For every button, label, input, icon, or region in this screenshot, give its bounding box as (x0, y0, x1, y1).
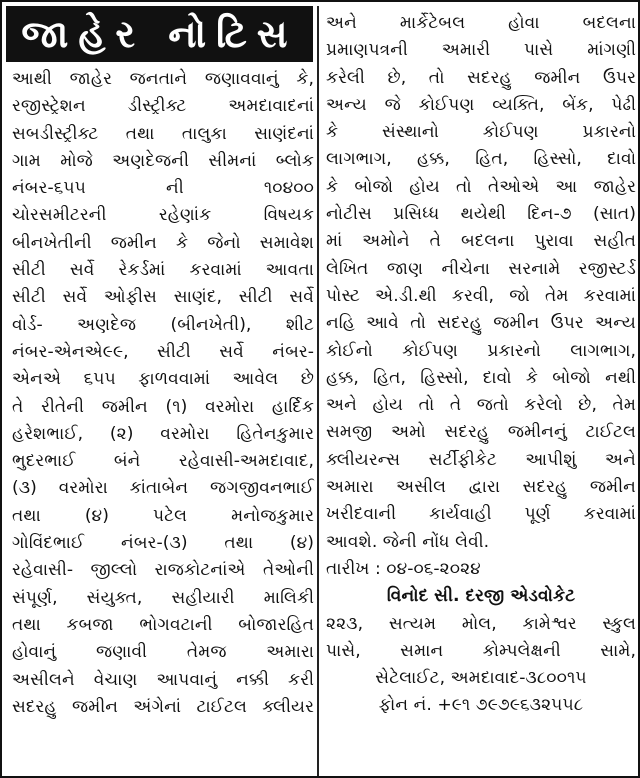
notice-line: પોસ્ટ એ.ડી.થી કરવી, જો તેમ કરવામાં (326, 285, 636, 306)
notice-line: કોઈનો કોઈપણ પ્રકારનો લાગભાગ, (326, 340, 636, 361)
notice-line: ક્લીયરન્સ સર્ટીફીકેટ આપીશું અને (326, 449, 636, 470)
notice-line: તે રીતેની જમીન (૧) વરમોરા હાર્દિક (12, 396, 314, 417)
notice-line: તારીખ : ૦૪-૦૬-૨૦૨૪ (326, 558, 481, 579)
notice-line: કરેલી છે, તો સદરહુ જમીન ઉપર (326, 67, 636, 88)
notice-line: (૩) વરમોરા કાંતાબેન જગજીવનભાઈ (12, 478, 314, 499)
notice-line: ગોવિંદભાઈ નંબર-(૩) તથા (૪) (12, 533, 314, 554)
notice-line: સમજી અમો સદરહુ જમીનનું ટાઈટલ (326, 422, 636, 443)
notice-line: વિનોદ સી. દરજી એડવોકેટ (386, 586, 576, 607)
notice-line: રહેવાસી- જીલ્લો રાજકોટનાંએ તેઓની (12, 560, 314, 581)
notice-line: નહિ આવે તો સદરહુ જમીન ઉપર અન્ય (326, 313, 636, 334)
notice-line: સંપૂર્ણ, સંયુક્ત, સહીયારી માલિકી (12, 587, 314, 608)
notice-line: તથા કબજા ભોગવટાની બોજારહિત (12, 614, 314, 635)
notice-line: સીટી સર્વે ઓફીસ સાણંદ, સીટી સર્વે (12, 287, 314, 308)
notice-line: ગામ મોજે અણદેજની સીમનાં બ્લોક (12, 150, 314, 171)
notice-line: વોર્ડ- અણદેજ (બીનખેતી), શીટ (12, 314, 314, 335)
notice-line: લાગભાગ, હક્ક, હિત, હિસ્સો, દાવો (326, 149, 636, 170)
notice-line: પ્રમાણપત્રની અમારી પાસે માંગણી (326, 40, 636, 61)
notice-line: અને હોય તો તે જતો કરેલો છે, તેમ (326, 395, 636, 416)
notice-line: માં અમોને તે બદલના પુરાવા સહીત (326, 231, 636, 252)
notice-line: તથા (૪) પટેલ મનોજકુમાર (12, 505, 314, 526)
notice-line: ખરીદવાની કાર્યવાહી પૂર્ણ કરવામાં (326, 504, 636, 525)
notice-line: એનએ ૬૫૫ ફાળવવામાં આવેલ છે (12, 369, 314, 390)
notice-line: ચોરસમીટરની રહેણાંક વિષયક (12, 205, 314, 226)
notice-line: ફોન નં. +૯૧ ૭૯૭૯૬૩૨૫૫૮ (378, 695, 584, 716)
notice-line: હરેશભાઈ, (૨) વરમોરા હિતેનકુમાર (12, 423, 314, 444)
notice-line: રજીસ્ટ્રેશન ડીસ્ટ્રીક્ટ અમદાવાદનાં (12, 96, 314, 117)
notice-line: અને માર્કેટેબલ હોવા બદલના (326, 13, 636, 33)
notice-line: ૨૨૩, સત્યમ મોલ, કામેશ્વર સ્કુલ (326, 613, 636, 634)
notice-line: આવશે. જેની નોંધ લેવી. (326, 531, 490, 552)
notice-line: સેટેલાઈટ, અમદાવાદ-૩૮૦૦૧૫ (375, 668, 587, 689)
left-column (12, 66, 314, 721)
notice-line: હક્ક, હિત, હિસ્સો, દાવો કે બોજો નથી (326, 367, 636, 388)
notice-line: કે સંસ્થાનો કોઈપણ પ્રકારનો (326, 122, 636, 143)
notice-line: સીટી સર્વે રેકર્ડમાં કરવામાં આવતા (12, 260, 314, 281)
notice-title: જાહેર નોટિસ (6, 6, 313, 62)
notice-line: ભુદરભાઈ બંને રહેવાસી-અમદાવાદ, (12, 451, 314, 472)
notice-line: નંબર-એનએ૯૯, સીટી સર્વે નંબર- (12, 341, 314, 362)
notice-line: પાસે, સમાન કોમ્પલેક્ષની સામે, (326, 640, 636, 661)
notice-line: નંબર-૬૫૫ ની ૧૦૪૦૦ (12, 178, 314, 199)
notice-line: સદરહુ જમીન અંગેનાં ટાઈટલ ક્લીયર (12, 696, 314, 717)
notice-line: નોટીસ પ્રસિધ્ધ થયેથી દિન-૭ (સાત) (326, 204, 636, 225)
notice-line: અમારા અસીલ દ્વારા સદરહુ જમીન (326, 477, 636, 498)
notice-line: અન્ય જે કોઈપણ વ્યક્તિ, બેંક, પેઢી (326, 94, 636, 115)
notice-line: સબડીસ્ટ્રીક્ટ તથા તાલુકા સાણંદનાં (12, 123, 314, 144)
right-column (326, 10, 636, 720)
notice-line: આથી જાહેર જનતાને જણાવવાનું કે, (12, 69, 314, 89)
notice-line: હોવાનું જણાવી તેમજ અમારા (12, 642, 314, 663)
notice-line: અસીલને વેચાણ આપવાનું નક્કી કરી (12, 669, 314, 690)
column-divider (317, 6, 319, 776)
notice-line: બીનખેતીની જમીન કે જેનો સમાવેશ (12, 232, 314, 253)
notice-line: લેખિત જાણ નીચેના સરનામે રજીસ્ટર્ડ (326, 258, 636, 279)
notice-line: કે બોજો હોય તો તેઓએ આ જાહેર (326, 176, 636, 197)
